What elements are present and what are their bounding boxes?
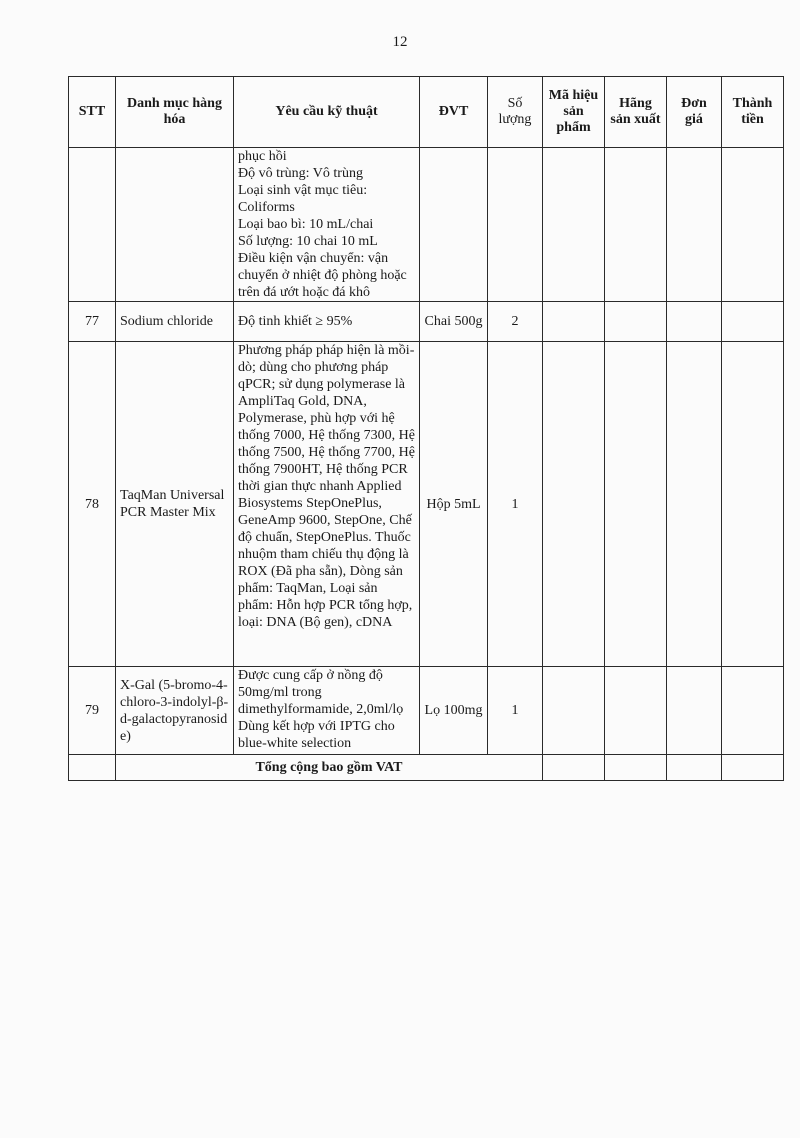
header-so-luong: Số lượng [488, 77, 543, 148]
continuation-row [69, 148, 784, 302]
row-qty: 1 [488, 667, 543, 755]
row-dvt: Chai 500g [420, 302, 488, 342]
row-spec: Phương pháp pháp hiện là mồi-dò; dùng cho phương pháp qPCR; sử dụng polymerase là AmpliTaq Gold, DNA, Polymerase, phù hợp với hệ thống 7000, Hệ thống 7300, Hệ thống 7500, Hệ thống 7700, Hệ thống 7900HT, Hệ thống PCR thời gian thực nhanh Applied Biosystems StepOnePlus, GeneAmp 9600, StepOne, Chế độ chuẩn, StepOnePlus. Thuốc nhuộm tham chiếu thụ động là ROX (Đã pha sẵn), Dòng sản phẩm: TaqMan, Loại sản phẩm: Hỗn hợp PCR tổng hợp, loại: DNA (Bộ gen), cDNA [234, 342, 420, 667]
row-name: Sodium chloride [116, 302, 234, 342]
row-dvt: Lọ 100mg [420, 667, 488, 755]
header-yeu-cau: Yêu cầu kỹ thuật [234, 77, 420, 148]
row-spec: Được cung cấp ở nồng độ 50mg/ml trong dimethylformamide, 2,0ml/lọ Dùng kết hợp với IPTG cho blue-white selection [234, 667, 420, 755]
header-hang-sx: Hãng sản xuất [605, 77, 667, 148]
header-ma-hieu: Mã hiệu sản phẩm [543, 77, 605, 148]
row-name: TaqMan Universal PCR Master Mix [116, 342, 234, 667]
header-danh-muc: Danh mục hàng hóa [116, 77, 234, 148]
table-row [69, 302, 784, 342]
goods-table-container [68, 76, 783, 781]
header-thanh-tien: Thành tiền [722, 77, 784, 148]
total-row [69, 755, 784, 781]
continuation-spec: phục hồi Độ vô trùng: Vô trùng Loại sinh vật mục tiêu: Coliforms Loại bao bì: 10 mL/chai Số lượng: 10 chai 10 mL Điều kiện vận chuyển: vận chuyển ở nhiệt độ phòng hoặc trên đá ướt hoặc đá khô [234, 148, 420, 302]
row-name: X-Gal (5-bromo-4-chloro-3-indolyl-β-d-galactopyranoside) [116, 667, 234, 755]
header-stt: STT [69, 77, 116, 148]
row-dvt: Hộp 5mL [420, 342, 488, 667]
row-stt: 78 [69, 342, 116, 667]
table-row [69, 342, 784, 667]
header-dvt: ĐVT [420, 77, 488, 148]
table-row [69, 667, 784, 755]
goods-table [68, 76, 784, 781]
row-stt: 79 [69, 667, 116, 755]
row-qty: 1 [488, 342, 543, 667]
total-label: Tổng cộng bao gồm VAT [116, 755, 543, 781]
header-don-gia: Đơn giá [667, 77, 722, 148]
row-spec: Độ tinh khiết ≥ 95% [234, 302, 420, 342]
row-stt: 77 [69, 302, 116, 342]
header-row [69, 77, 784, 148]
row-qty: 2 [488, 302, 543, 342]
page-number: 12 [392, 34, 408, 50]
